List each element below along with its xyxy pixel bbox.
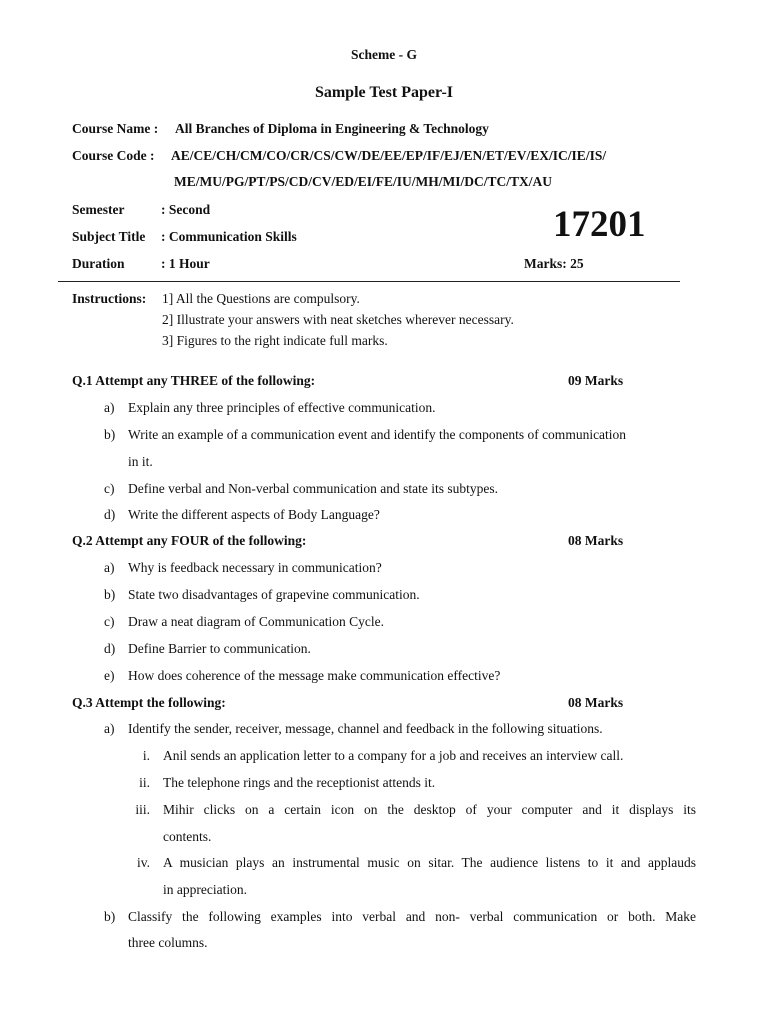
q3-sub-text: The telephone rings and the receptionist attends it.	[163, 775, 436, 790]
q3-sub-text: Anil sends an application letter to a company for a job and receives an interview call.	[163, 748, 624, 763]
instruction-item: 1] All the Questions are compulsory.	[162, 291, 360, 306]
q3-marks: 08 Marks	[568, 695, 624, 710]
q2-marks: 08 Marks	[568, 533, 624, 548]
q3-sub-continuation: contents.	[163, 829, 212, 844]
q1-item-text: Write the different aspects of Body Language?	[128, 507, 380, 522]
q2-item-letter: e)	[104, 668, 115, 683]
course-name-value: All Branches of Diploma in Engineering & Technology	[175, 121, 489, 136]
q2-item-text: Draw a neat diagram of Communication Cycle.	[128, 614, 385, 629]
q1-item-letter: b)	[104, 427, 116, 442]
paper-title: Sample Test Paper-I	[314, 84, 454, 101]
q2-item-text: How does coherence of the message make communication effective?	[128, 668, 501, 683]
course-name-label: Course Name :	[72, 121, 159, 136]
q1-title: Q.1 Attempt any THREE of the following:	[72, 373, 316, 388]
q3-title: Q.3 Attempt the following:	[72, 695, 226, 710]
q1-item-text: Define verbal and Non-verbal communication and state its subtypes.	[128, 481, 499, 496]
q3-sub-numeral: ii.	[139, 775, 150, 790]
scheme-label: Scheme - G	[351, 47, 417, 62]
q2-item-text: Why is feedback necessary in communication?	[128, 560, 382, 575]
subject-title-label: Subject Title	[72, 229, 146, 244]
q3-sub-text: Mihir clicks on a certain icon on the desktop of your computer and it displays its	[163, 802, 696, 817]
course-code-label: Course Code :	[72, 148, 155, 163]
subject-title-value: : Communication Skills	[161, 229, 297, 244]
q1-item-text: Explain any three principles of effective communication.	[128, 400, 436, 415]
q3-sub-numeral: iv.	[137, 855, 150, 870]
q2-item-letter: d)	[104, 641, 116, 656]
q3-item-text: Classify the following examples into verbal and non- verbal communication or both. Make	[128, 909, 696, 924]
course-code-line-2: ME/MU/PG/PT/PS/CD/CV/ED/EI/FE/IU/MH/MI/DC/TC/TX/AU	[174, 174, 553, 189]
q2-item-text: Define Barrier to communication.	[128, 641, 311, 656]
course-code-line-1: AE/CE/CH/CM/CO/CR/CS/CW/DE/EE/EP/IF/EJ/EN/ET/EV/EX/IC/IE/IS/	[171, 148, 607, 163]
q3-sub-numeral: iii.	[135, 802, 150, 817]
q2-item-text: State two disadvantages of grapevine communication.	[128, 587, 420, 602]
q1-item-text: Write an example of a communication event and identify the components of communication	[128, 427, 627, 442]
q1-item-letter: d)	[104, 507, 116, 522]
q1-item-continuation: in it.	[128, 454, 153, 469]
q2-item-letter: a)	[104, 560, 115, 575]
q3-sub-text: A musician plays an instrumental music on sitar. The audience listens to it and applauds	[163, 855, 696, 870]
instructions-label: Instructions:	[72, 291, 147, 306]
q2-title: Q.2 Attempt any FOUR of the following:	[72, 533, 307, 548]
q3-item-letter: b)	[104, 909, 116, 924]
duration-label: Duration	[72, 256, 125, 271]
instruction-item: 2] Illustrate your answers with neat sketches wherever necessary.	[162, 312, 514, 327]
q1-item-letter: a)	[104, 400, 115, 415]
duration-value: : 1 Hour	[161, 256, 210, 271]
q1-item-letter: c)	[104, 481, 115, 496]
q3-sub-numeral: i.	[142, 748, 150, 763]
q3-sub-continuation: in appreciation.	[163, 882, 247, 897]
q2-item-letter: c)	[104, 614, 115, 629]
semester-value: : Second	[161, 202, 211, 217]
q1-marks: 09 Marks	[568, 373, 624, 388]
instruction-item: 3] Figures to the right indicate full marks.	[162, 333, 388, 348]
semester-label: Semester	[72, 202, 125, 217]
q3-item-continuation: three columns.	[128, 935, 208, 950]
q3-item-letter: a)	[104, 721, 115, 736]
q2-item-letter: b)	[104, 587, 116, 602]
q3-item-text: Identify the sender, receiver, message, channel and feedback in the following situations.	[128, 721, 603, 736]
header-divider	[58, 281, 680, 282]
subject-code: 17201	[553, 204, 646, 245]
total-marks: Marks: 25	[524, 256, 584, 271]
